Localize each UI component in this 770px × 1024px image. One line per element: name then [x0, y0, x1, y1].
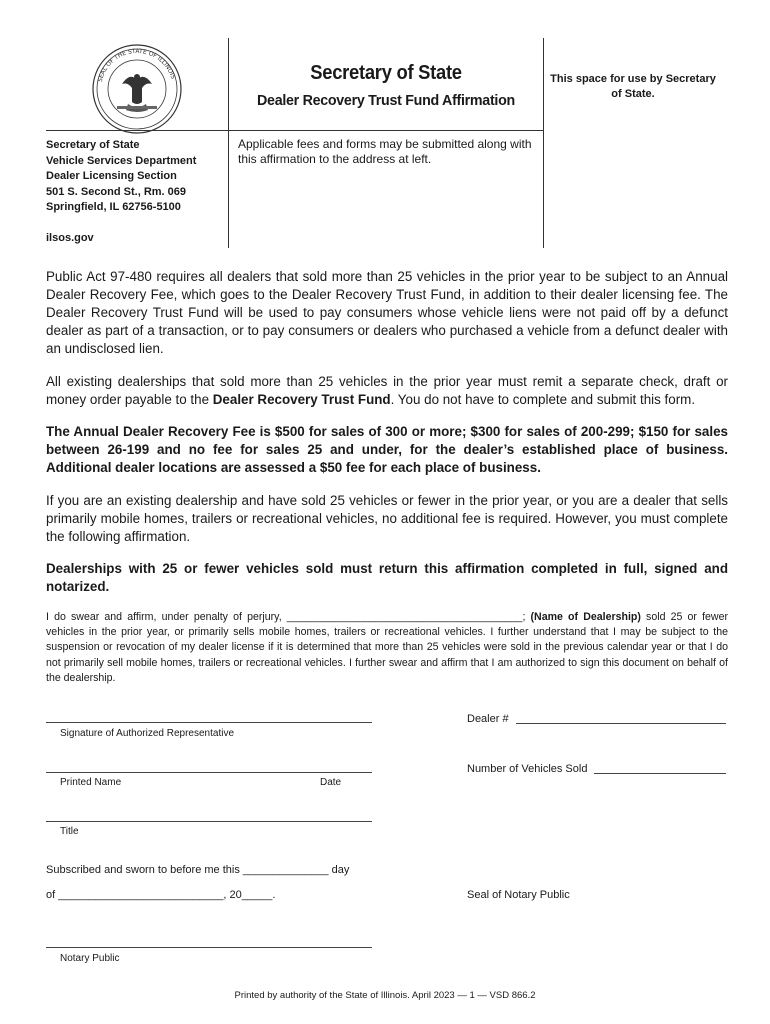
trust-fund-name: Dealer Recovery Trust Fund	[212, 392, 391, 407]
address-line: Springfield, IL 62756-5100	[46, 201, 181, 213]
address-line: Dealer Licensing Section	[46, 170, 177, 182]
title-field[interactable]	[46, 821, 372, 822]
illinois-state-seal-icon	[92, 44, 182, 134]
signature-field[interactable]	[46, 722, 372, 723]
dealer-number-field[interactable]	[516, 723, 726, 724]
intro-paragraph: Public Act 97-480 requires all dealers that sold more than 25 vehicles in the prior year to be subject to an Annual Dealer Recovery Fee, which goes to the Dealer Recovery Trust Fund, in addition to their dealer licensing fee. The Dealer Recovery Trust Fund will be used to pay consumers whose vehicle liens were not paid off by a defunct dealer as part of a transaction, or to pay consumers or dealers who purchased a vehicle from a defunct dealer with an undisclosed lien.	[46, 269, 728, 356]
page-title: Secretary of State	[310, 62, 462, 84]
sworn-text: Subscribed and sworn to before me this ______________ day	[46, 864, 350, 876]
header-divider-left	[228, 38, 229, 248]
website-link[interactable]: ilsos.gov	[46, 232, 94, 244]
affirmation-end: sold 25 or fewer vehicles in the prior year, or primarily sells mobile homes, trailers or recreational vehicles. I further understand that I may be subject to the suspension or revocation of my dealer license if it is determined that more than 25 vehicles were sold in the previous calendar year or that I do not primarily sell mobile homes, trailers or recreational vehicles. I further swear and affirm that I am authorized to sign this document on behalf of the dealership.	[46, 611, 728, 684]
exemption-paragraph: If you are an existing dealership and have sold 25 vehicles or fewer in the prior year, or you are a dealer that sells primarily mobile homes, trailers or recreational vehicles, no additional fee is required. However, you must complete the following affirmation.	[46, 493, 728, 544]
header-divider-right	[543, 38, 544, 248]
notary-signature-field[interactable]	[46, 947, 372, 948]
seal-text: SEAL OF THE STATE OF ILLINOIS	[96, 47, 177, 83]
remit-paragraph	[46, 373, 728, 409]
remit-text-end: . You do not have to complete and submit this form.	[390, 392, 696, 407]
date-label: Date	[320, 777, 342, 788]
sworn-date-text: of ___________________________, 20_____.	[46, 889, 276, 901]
mailing-address	[46, 138, 196, 216]
dealer-number-label: Dealer #	[467, 713, 509, 725]
page-subtitle: Dealer Recovery Trust Fund Affirmation	[257, 92, 515, 109]
affirmation-start: I do swear and affirm, under penalty of perjury, ________________________________________;	[46, 611, 531, 623]
notary-public-label: Notary Public	[60, 953, 120, 964]
remit-text: All existing dealerships that sold more than 25 vehicles in the prior year must remit a separate check, draft or money order payable to the	[46, 374, 728, 407]
affirmation-text	[46, 610, 728, 686]
notary-seal-label: Seal of Notary Public	[467, 889, 570, 901]
address-line: Secretary of State	[46, 139, 140, 151]
printed-name-label: Printed Name	[60, 777, 122, 788]
vehicles-sold-field[interactable]	[594, 773, 726, 774]
fee-schedule-paragraph: The Annual Dealer Recovery Fee is $500 for sales of 300 or more; $300 for sales of 200-299; $150 for sales between 26-199 and no fee for sales 25 and under, for the dealer’s established place of business. Additional dealer locations are assessed a $50 fee for each place of business.	[46, 424, 728, 475]
fees-note: Applicable fees and forms may be submitted along with this affirmation to the address at left.	[238, 137, 532, 166]
printed-name-field[interactable]	[46, 772, 372, 773]
footer-note: Printed by authority of the State of Illinois. April 2023 — 1 — VSD 866.2	[234, 990, 536, 1001]
title-label: Title	[60, 826, 79, 837]
signature-label: Signature of Authorized Representative	[60, 728, 234, 739]
vehicles-sold-label: Number of Vehicles Sold	[467, 763, 588, 775]
dealership-name-label: (Name of Dealership)	[530, 611, 641, 623]
address-line: 501 S. Second St., Rm. 069	[46, 185, 187, 198]
office-use-note: This space for use by Secretary of State.	[550, 73, 716, 100]
notarize-paragraph: Dealerships with 25 or fewer vehicles sold must return this affirmation completed in full, signed and notarized.	[46, 561, 728, 594]
address-line: Vehicle Services Department	[46, 154, 197, 167]
